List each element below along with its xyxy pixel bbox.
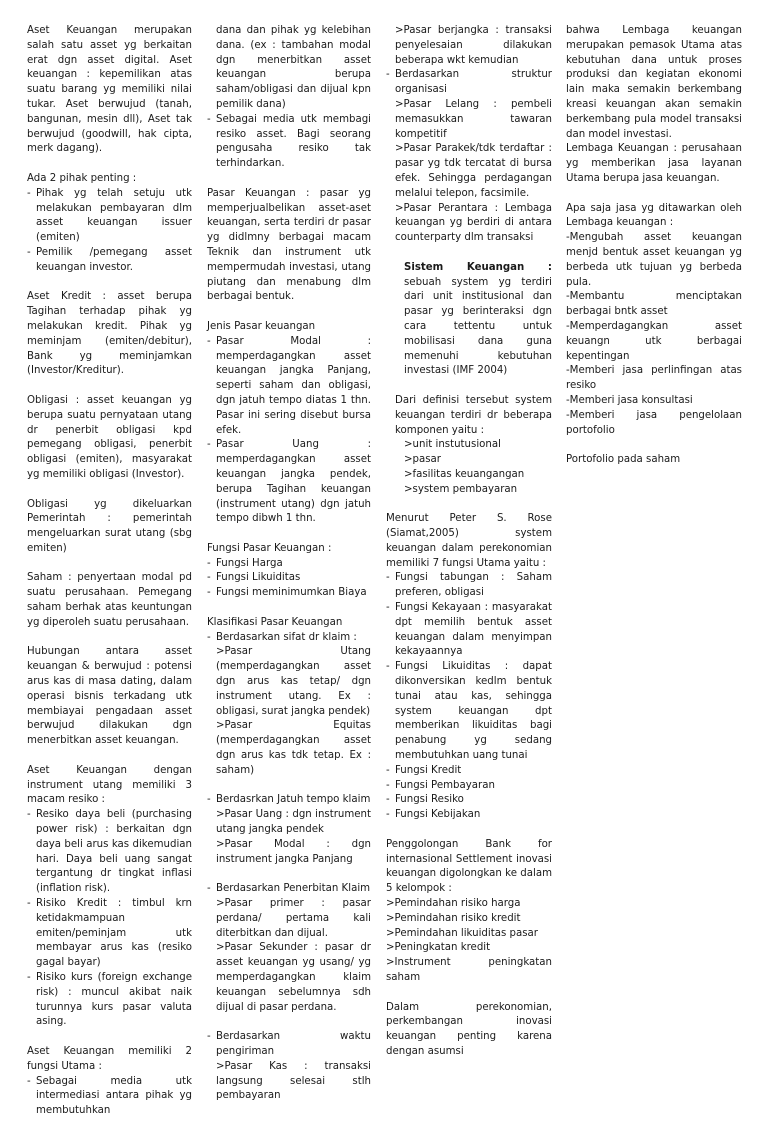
paragraph-heading: Apa saja jasa yg ditawarkan oleh Lembaga keuangan : [566,202,742,229]
list-item: - Fungsi Likuiditas : dapat dikonversikan kedlm bentuk tunai atau kas, sehingga system keuangan dpt memberikan likuiditas bagi penabung yg sedang membutuhkan uang tunai [386,660,552,764]
paragraph-heading: Dari definisi tersebut system keuangan terdiri dr beberapa komponen yaitu : [395,394,552,436]
list-item: - Fungsi Kekayaan : masyarakat dpt memilih bentuk asset keuangan dalam menyimpan kekayaannya [386,601,552,660]
list-item: - Berdasrkan Jatuh tempo klaim [207,793,371,808]
definition-text: sebuah system yg terdiri dari unit institusional dan pasar yg berinteraksi dgn cara tettentu untuk mobilisasi dana guna memenuhi kebutuhan investasi (IMF 2004) [404,276,552,377]
sub-item: >fasilitas keuangangan [404,468,525,480]
sub-item: >pasar [404,454,441,466]
paragraph-heading: Menurut Peter S. Rose (Siamat,2005) system keuangan dalam perekonomian memiliki 7 fungsi Utama yaitu : [386,513,552,569]
paragraph-jatuh-tempo [207,793,371,867]
sub-item: >Pasar berjangka : transaksi penyelesaian dilakukan beberapa wkt kemudian [395,25,552,66]
paragraph-text: Portofolio pada saham [566,454,681,466]
paragraph-text: Dalam perekonomian, perkembangan inovasi keuangan penting karena dengan asumsi [386,1001,552,1057]
sub-item: >Pasar Parakek/tdk terdaftar : pasar yg tdk tercatat di bursa efek. Sehingga perdagangan melalui telepon, facsimile. [395,143,552,199]
column-2 [207,24,371,1119]
paragraph-heading: Aset Keuangan dengan instrument utang memiliki 3 macam resiko : [27,764,192,806]
sub-item: -Memberi jasa konsultasi [566,394,693,406]
paragraph-heading: Fungsi Pasar Keuangan : [207,542,332,554]
paragraph-perekonomian [386,1001,552,1060]
paragraph-text: Obligasi yg dikeluarkan Pemerintah : pemerintah mengeluarkan surat utang (sbg emiten) [27,498,192,554]
sub-item: >Peningkatan kredit [386,942,491,954]
list-item: - Sebagai media utk intermediasi antara pihak yg membutuhkan [27,1075,192,1119]
list-item: - Fungsi Harga [207,557,371,572]
paragraph-klasifikasi [207,616,371,779]
sub-item: >Pasar Sekunder : pasar dr asset keuangan yg usang/ yg memperdagangkan klaim keuangan sebelumnya sdh dijual di pasar perdana. [216,942,371,1013]
paragraph-text: bahwa Lembaga keuangan merupakan pemasok Utama atas kebutuhan dana untuk proses produksi dan kegiatan ekonomi lain maka semakin berkembang kreasi keuangan akan semakin berkembang pula model transaksi dan model investasi. [566,25,742,140]
paragraph-fungsi-rose [386,512,552,823]
paragraph-sistem-keuangan [386,261,552,379]
list-item: - Pihak yg telah setuju utk melakukan pembayaran dlm asset keuangan issuer (emiten) [27,187,192,246]
paragraph-text: Lembaga Keuangan : perusahaan yg memberikan jasa layanan Utama berupa jasa keuangan. [566,143,742,184]
sub-item: >Pemindahan risiko harga [386,898,521,910]
sub-item: -Mengubah asset keuangan menjd bentuk asset keuangan yg berbeda utk tujuan yg berbeda pula. [566,232,742,288]
list-item: - Fungsi Kebijakan [386,808,552,823]
list-item: - Berdasarkan Penerbitan Klaim [207,882,371,897]
list-item: - Berdasarkan struktur organisasi [386,68,552,98]
sub-item: -Memberi jasa perlinfingan atas resiko [566,365,742,392]
paragraph-text: Saham : penyertaan modal pd suatu perusahaan. Pemegang saham berhak atas keuntungan yg diperoleh suatu perusahaan. [27,572,192,628]
column-3 [386,24,552,1075]
paragraph-text: Pasar Keuangan : pasar yg memperjualbelikan asset-aset keuangan, serta terdiri dr pasar yg didlmny berbagai macam Teknik dan instrument utk mempermudah investasi, utang piutang dan menabung dlm berbagai bentuk. [207,187,371,303]
bullet-list [207,557,371,601]
paragraph-fungsi-cont [207,24,371,172]
paragraph-obligasi [27,394,192,483]
bullet-list [207,793,371,808]
bullet-list [207,882,371,897]
paragraph-jasa-lembaga [566,202,742,439]
paragraph-heading: Penggolongan Bank for internasional Settlement inovasi keuangan digolongkan ke dalam 5 kelompok : [386,838,552,895]
sub-item: -Memberi jasa pengelolaan portofolio [566,409,742,436]
list-item: - Berdasarkan sifat dr klaim : [207,631,371,646]
sub-item: >Pasar Equitas (memperdagangkan asset dgn arus kas tdk tetap. Ex : saham) [216,720,371,776]
paragraph-fungsi-utama [27,1045,192,1119]
paragraph-text: Hubungan antara asset keuangan & berwujud : potensi arus kas di masa dating, dalam operasi bisnis terkadang utk membiayai pengadaan asset berwujud dilakukan dgn menerbitkan asset keuangan. [27,646,192,747]
list-item: - Fungsi Resiko [386,793,552,808]
bullet-list [386,571,552,823]
paragraph-saham [27,571,192,630]
term-sistem-keuangan: Sistem Keuangan : [404,261,552,273]
bullet-list [27,187,192,276]
paragraph-text: Obligasi : asset keuangan yg berupa suatu pernyataan utang dr penerbit obligasi kpd pemegang obligasi, penerbit obligasi (emiten), masyarakat yg memiliki obligasi (Investor). [27,394,192,480]
bullet-list [207,1030,371,1060]
list-item: - Pemilik /pemegang asset keuangan investor. [27,246,192,276]
sub-item: >Pasar Lelang : pembeli memasukkan tawaran kompetitif [395,98,552,140]
sub-item: >Pemindahan risiko kredit [386,912,521,924]
sub-item: >Pasar primer : pasar perdana/ pertama kali diterbitkan dan dijual. [216,898,371,939]
sub-item: >Pasar Perantara : Lembaga keuangan yg berdiri di antara counterparty dlm transaksi [395,202,552,244]
paragraph-komponen [386,394,552,498]
list-item: - Fungsi meminimumkan Biaya [207,586,371,601]
list-item: - Risiko Kredit : timbul krn ketidakmampuan emiten/peminjam utk membayar arus kas (resiko gagal bayar) [27,897,192,971]
bullet-list [207,335,371,527]
paragraph-aset-kredit [27,290,192,379]
paragraph-resiko [27,764,192,1030]
sub-item: >Pasar Uang : dgn instrument utang jangka pendek [216,809,371,836]
list-item: - Fungsi Likuiditas [207,571,371,586]
paragraph-heading: Aset Keuangan memiliki 2 fungsi Utama : [27,1045,192,1072]
paragraph-text: Aset Kredit : asset berupa Tagihan terhadap pihak yg melakukan kredit. Pihak yg meminjam (emiten/debitur), Bank yg meminjamkan (Investor/Kreditur). [27,291,192,377]
paragraph-heading: Klasifikasi Pasar Keuangan [207,616,343,628]
paragraph-aset-keuangan [27,24,192,157]
sub-item: -Memperdagangkan asset keuangn utk berbagai kepentingan [566,320,742,362]
list-item: - Berdasarkan waktu pengiriman [207,1030,371,1060]
paragraph-text [404,261,552,379]
bullet-list [207,631,371,646]
paragraph-text: Aset Keuangan merupakan salah satu asset yg berkaitan erat dgn asset digital. Aset keuangan : kepemilikan atas suatu barang yg memiliki nilai tukar. Aset berwujud (tanah, bangunan, mesin dll), Aset tak berwujud (goodwill, hak cipta, merk dagang). [27,25,192,155]
sub-item: >Pasar Modal : dgn instrument jangka Panjang [216,838,371,865]
list-item: - Pasar Uang : memperdagangkan asset keuangan jangka pendek, berupa Tagihan keuangan (instrument utang) dgn jatuh tempo dibwh 1 thn. [207,438,371,527]
sub-item: >system pembayaran [404,483,518,495]
sub-item: >Pasar Kas : transaksi langsung selesai stlh pembayaran [216,1060,371,1102]
sub-item: >Instrument peningkatan saham [386,957,552,983]
paragraph-fungsi-pasar [207,542,371,601]
list-item: - Fungsi Kredit [386,764,552,779]
list-item: - Sebagai media utk membagi resiko asset. Bagi seorang pengusaha resiko tak terhindarkan. [207,113,371,172]
paragraph-pengiriman [207,1030,371,1104]
list-item: - Risiko kurs (foreign exchange risk) : muncul akibat naik turunnya kurs pasar valuta asing. [27,971,192,1030]
bullet-list [27,808,192,1030]
paragraph-portofolio [566,453,742,468]
sub-item: >Pasar Utang (memperdagangkan asset dgn arus kas tetap/ dgn instrument utang. Ex : obligasi, surat jangka pendek) [216,646,371,717]
paragraph-penerbitan [207,882,371,1015]
paragraph-penggolongan [386,838,552,986]
column-4 [566,24,742,483]
list-item: - Resiko daya beli (purchasing power risk) : berkaitan dgn daya beli arus kas dikemudian hari. Daya beli uang sangat tergantung dr tingkat inflasi (inflation risk). [27,808,192,897]
sub-item: >Pemindahan likuiditas pasar [386,927,538,939]
paragraph-text: dana dan pihak yg kelebihan dana. (ex : tambahan modal dgn menerbitkan asset keuangan berupa saham/obligasi dan dijual kpn pemilik dana) [216,25,371,110]
list-item: - Fungsi Pembayaran [386,779,552,794]
paragraph-hubungan [27,645,192,749]
bullet-list [207,113,371,172]
list-item: - Pasar Modal : memperdagangkan asset keuangan jangka Panjang, seperti saham dan obligasi, dgn jatuh tempo diatas 1 thn. Pasar ini sering disebut bursa efek. [207,335,371,439]
paragraph-pasar-keuangan [207,187,371,305]
paragraph-obligasi-pemerintah [27,498,192,557]
sub-item: >unit instutusional [404,439,501,451]
paragraph-jenis-pasar [207,320,371,527]
column-1 [27,24,192,1134]
paragraph-heading: Jenis Pasar keuangan [207,320,316,332]
paragraph-dua-pihak [27,172,192,276]
bullet-list [27,1075,192,1119]
bullet-list [386,68,552,98]
sub-item: -Membantu menciptakan berbagai bntk asset [566,291,742,318]
paragraph-pasar-berjangka [386,24,552,246]
paragraph-lembaga-keuangan [566,24,742,187]
list-item: - Fungsi tabungan : Saham preferen, obligasi [386,571,552,601]
paragraph-heading: Ada 2 pihak penting : [27,172,137,184]
